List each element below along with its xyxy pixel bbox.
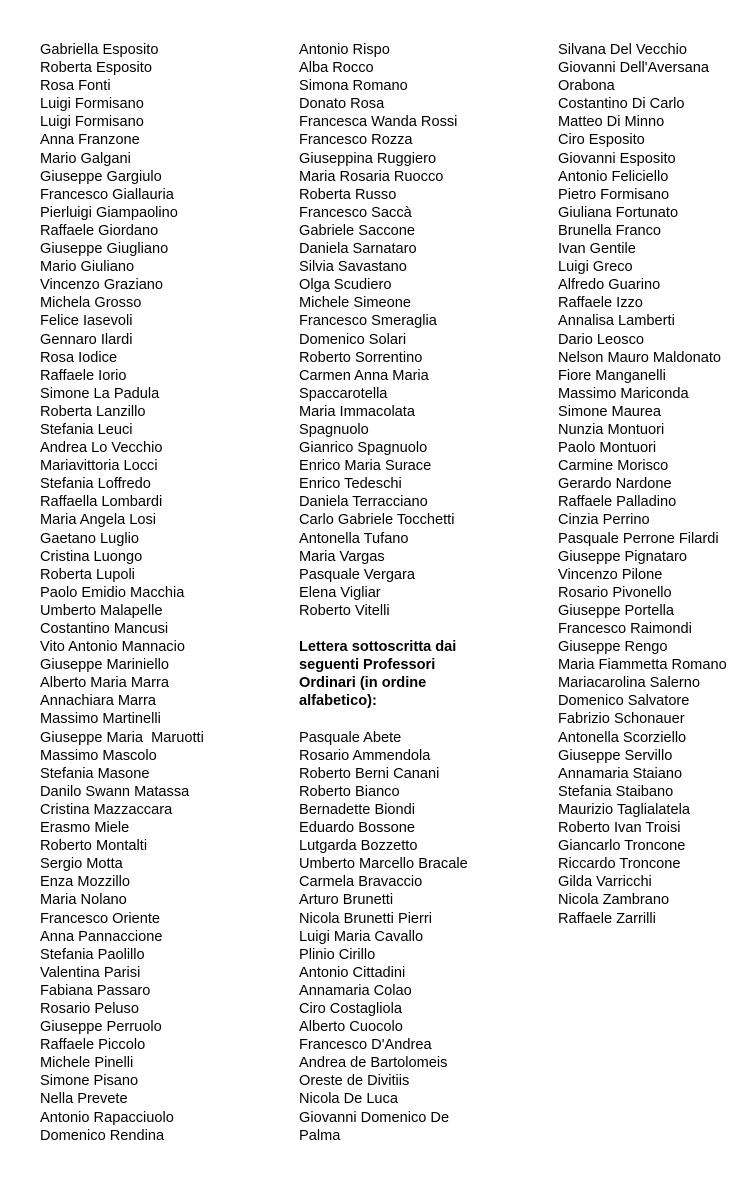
- signatory-name: Antonio Rapacciuolo: [40, 1109, 174, 1126]
- signatory-name: Fabiana Passaro: [40, 982, 151, 999]
- signatory-name: Bernadette Biondi: [299, 801, 416, 818]
- signatory-name: Nelson Mauro Maldonato: [558, 349, 722, 366]
- signatory-name: Antonella Tufano: [299, 530, 409, 547]
- signatory-name: Roberto Ivan Troisi: [558, 820, 681, 837]
- signatory-name: Mariavittoria Locci: [40, 458, 158, 475]
- signatory-name: Silvana Del Vecchio: [558, 42, 687, 58]
- signatory-name: Matteo Di Minno: [558, 114, 665, 131]
- signatory-name: Roberto Sorrentino: [299, 349, 423, 366]
- signatory-name: Carmen Anna Maria: [299, 367, 429, 384]
- signatory-name: Simone La Padula: [40, 385, 160, 402]
- signatory-name: Alba Rocco: [299, 60, 374, 77]
- signatory-name: Stefania Staibano: [558, 783, 674, 800]
- signatory-name: Raffaele Zarrilli: [558, 910, 656, 927]
- signatory-name: Giuseppe Rengo: [558, 639, 668, 656]
- signatory-name: Raffaele Piccolo: [40, 1037, 146, 1054]
- signatory-name: Riccardo Troncone: [558, 856, 681, 873]
- signatory-name: Annachiara Marra: [40, 693, 156, 710]
- full-professors-heading: [299, 638, 549, 710]
- signatory-name: Roberta Lupoli: [40, 566, 135, 583]
- signatory-name: Massimo Mascolo: [40, 747, 157, 764]
- signatory-name: Domenico Salvatore: [558, 693, 690, 710]
- signatory-name: Daniela Terracciano: [299, 494, 428, 511]
- signatory-name: Francesco Saccà: [299, 204, 412, 221]
- signatory-name: Simone Pisano: [40, 1073, 139, 1090]
- signatory-name: Costantino Di Carlo: [558, 96, 685, 113]
- signatory-name: Cinzia Perrino: [558, 512, 650, 529]
- signatory-name: Cristina Mazzaccara: [40, 801, 173, 818]
- signatory-name: Mario Galgani: [40, 150, 131, 167]
- signatory-name: Michela Grosso: [40, 295, 142, 312]
- signatory-name: Giuseppe Maria Maruotti: [40, 729, 204, 746]
- signatory-name: Nicola Brunetti Pierri: [299, 910, 433, 927]
- signatory-name: Enrico Tedeschi: [299, 476, 402, 493]
- signatory-name: Brunella Franco: [558, 222, 662, 239]
- signatory-name: Gerardo Nardone: [558, 476, 672, 493]
- signatory-name: Roberta Lanzillo: [40, 403, 146, 420]
- signatory-name: Maria Immacolata: [299, 403, 415, 420]
- signatory-name: Raffaele Palladino: [558, 494, 677, 511]
- signatory-name: Raffaele Izzo: [558, 295, 643, 312]
- signatories-column-1: [40, 41, 290, 1145]
- signatory-name: Roberto Vitelli: [299, 602, 390, 619]
- associate-professors-list-continued: [299, 41, 549, 620]
- signatory-name: Roberto Bianco: [299, 783, 400, 800]
- signatory-name: Pietro Formisano: [558, 186, 670, 203]
- signatory-name: Ciro Costagliola: [299, 1000, 403, 1017]
- signatory-name: Umberto Marcello Bracale: [299, 856, 468, 873]
- signatory-name: Cristina Luongo: [40, 548, 143, 565]
- heading-line: Lettera sottoscritta dai: [299, 639, 457, 656]
- signatory-name: Rosa Iodice: [40, 349, 118, 366]
- signatory-name: Paolo Emidio Macchia: [40, 584, 185, 601]
- signatory-name: Ciro Esposito: [558, 132, 645, 149]
- heading-line: Ordinari (in ordine: [299, 675, 427, 692]
- signatory-name: Orabona: [558, 78, 615, 95]
- signatory-name: Rosario Peluso: [40, 1000, 139, 1017]
- signatory-name: Stefania Paolillo: [40, 946, 145, 963]
- signatory-name: Enrico Maria Surace: [299, 458, 432, 475]
- signatory-name: Maria Fiammetta Romano: [558, 657, 727, 674]
- signatory-name: Nicola De Luca: [299, 1091, 398, 1108]
- signatory-name: Ivan Gentile: [558, 241, 636, 258]
- signatory-name: Raffaele Giordano: [40, 222, 159, 239]
- signatory-name: Giancarlo Troncone: [558, 838, 686, 855]
- signatory-name: Giuseppe Mariniello: [40, 657, 169, 674]
- signatory-name: Oreste de Divitiis: [299, 1073, 410, 1090]
- signatory-name: Alfredo Guarino: [558, 277, 661, 294]
- signatory-name: Giuseppe Portella: [558, 602, 675, 619]
- signatory-name: Luigi Formisano: [40, 114, 144, 131]
- signatory-name: Olga Scudiero: [299, 277, 392, 294]
- signatory-name: Gennaro Ilardi: [40, 331, 133, 348]
- signatory-name: Raffaella Lombardi: [40, 494, 163, 511]
- signatory-name: Michele Simeone: [299, 295, 411, 312]
- signatory-name: Francesco Rozza: [299, 132, 413, 149]
- signatory-name: Maria Angela Losi: [40, 512, 157, 529]
- signatory-name: Donato Rosa: [299, 96, 385, 113]
- full-professors-list: [299, 729, 549, 1145]
- signatory-name: Francesca Wanda Rossi: [299, 114, 458, 131]
- signatory-name: Giovanni Esposito: [558, 150, 676, 167]
- signatory-name: Simone Maurea: [558, 403, 662, 420]
- signatory-name: Pasquale Perrone Filardi: [558, 530, 719, 547]
- signatory-name: Annalisa Lamberti: [558, 313, 675, 330]
- signatory-name: Carmela Bravaccio: [299, 874, 423, 891]
- signatory-name: Gaetano Luglio: [40, 530, 139, 547]
- signatory-name: Maria Nolano: [40, 892, 127, 909]
- heading-line: seguenti Professori: [299, 657, 436, 674]
- signatory-name: Stefania Leuci: [40, 421, 133, 438]
- signatory-name: Valentina Parisi: [40, 964, 141, 981]
- signatory-name: Giuseppe Servillo: [558, 747, 673, 764]
- signatory-name: Andrea Lo Vecchio: [40, 440, 163, 457]
- signatory-name: Silvia Savastano: [299, 259, 407, 276]
- signatory-name: Carmine Morisco: [558, 458, 669, 475]
- signatory-name: Giuseppe Gargiulo: [40, 168, 162, 185]
- signatory-name: Antonella Scorziello: [558, 729, 687, 746]
- signatory-name: Pasquale Abete: [299, 729, 402, 746]
- signatory-name: Spagnuolo: [299, 421, 369, 438]
- signatory-name: Francesco Smeraglia: [299, 313, 437, 330]
- signatory-name: Massimo Mariconda: [558, 385, 689, 402]
- signatory-name: Nicola Zambrano: [558, 892, 670, 909]
- signatory-name: Giuseppe Pignataro: [558, 548, 687, 565]
- signatory-name: Rosario Pivonello: [558, 584, 672, 601]
- signatory-name: Vincenzo Graziano: [40, 277, 164, 294]
- signatory-name: Eduardo Bossone: [299, 820, 416, 837]
- signatory-name: Gabriella Esposito: [40, 42, 159, 58]
- signatory-name: Fiore Manganelli: [558, 367, 666, 384]
- signatory-name: Roberto Berni Canani: [299, 765, 440, 782]
- signatory-name: Gilda Varricchi: [558, 874, 652, 891]
- signatory-name: Raffaele Iorio: [40, 367, 127, 384]
- signatory-name: Antonio Feliciello: [558, 168, 669, 185]
- signatory-name: Danilo Swann Matassa: [40, 783, 190, 800]
- signatory-name: Luigi Maria Cavallo: [299, 928, 424, 945]
- signatory-name: Antonio Rispo: [299, 42, 390, 58]
- signatory-name: Gabriele Saccone: [299, 222, 416, 239]
- signatory-name: Maria Vargas: [299, 548, 385, 565]
- signatory-name: Erasmo Miele: [40, 820, 130, 837]
- signatory-name: Felice Iasevoli: [40, 313, 133, 330]
- signatory-name: Nunzia Montuori: [558, 421, 665, 438]
- signatory-name: Roberta Russo: [299, 186, 397, 203]
- signatory-name: Maurizio Taglialatela: [558, 801, 690, 818]
- signatory-name: Luigi Greco: [558, 259, 633, 276]
- signatory-name: Palma: [299, 1127, 341, 1144]
- signatory-name: Carlo Gabriele Tocchetti: [299, 512, 455, 529]
- signatory-name: Alberto Cuocolo: [299, 1019, 403, 1036]
- signatory-name: Fabrizio Schonauer: [558, 711, 685, 728]
- signatory-name: Andrea de Bartolomeis: [299, 1055, 448, 1072]
- signatory-name: Daniela Sarnataro: [299, 241, 417, 258]
- signatory-name: Simona Romano: [299, 78, 408, 95]
- signatory-name: Enza Mozzillo: [40, 874, 131, 891]
- signatory-name: Vito Antonio Mannacio: [40, 639, 185, 656]
- spacer: [299, 710, 549, 728]
- signatory-name: Costantino Mancusi: [40, 621, 169, 637]
- signatory-name: Stefania Masone: [40, 765, 150, 782]
- signatory-name: Rosa Fonti: [40, 78, 111, 95]
- signatory-name: Annamaria Staiano: [558, 765, 683, 782]
- signatory-name: Massimo Martinelli: [40, 711, 161, 728]
- signatory-name: Gianrico Spagnuolo: [299, 440, 428, 457]
- signatory-name: Giovanni Dell'Aversana: [558, 60, 709, 77]
- signatory-name: Giuseppina Ruggiero: [299, 150, 437, 167]
- signatory-name: Francesco Raimondi: [558, 621, 692, 637]
- signatory-name: Stefania Loffredo: [40, 476, 151, 493]
- signatory-name: Rosario Ammendola: [299, 747, 431, 764]
- signatory-name: Arturo Brunetti: [299, 892, 394, 909]
- signatory-name: Vincenzo Pilone: [558, 566, 663, 583]
- signatory-name: Luigi Formisano: [40, 96, 144, 113]
- signatory-name: Nella Prevete: [40, 1091, 128, 1108]
- signatory-name: Giuseppe Giugliano: [40, 241, 169, 258]
- signatory-name: Elena Vigliar: [299, 584, 381, 601]
- signatory-name: Francesco Giallauria: [40, 186, 174, 203]
- signatory-name: Francesco D'Andrea: [299, 1037, 432, 1054]
- signatory-name: Anna Franzone: [40, 132, 140, 149]
- signatory-name: Giuseppe Perruolo: [40, 1019, 162, 1036]
- signatory-name: Annamaria Colao: [299, 982, 412, 999]
- signatory-name: Pierluigi Giampaolino: [40, 204, 178, 221]
- signatory-name: Giuliana Fortunato: [558, 204, 679, 221]
- signatory-name: Maria Rosaria Ruocco: [299, 168, 444, 185]
- signatory-name: Anna Pannaccione: [40, 928, 163, 945]
- signatory-name: Domenico Rendina: [40, 1127, 165, 1144]
- heading-line: alfabetico):: [299, 693, 377, 710]
- signatories-column-3: [558, 41, 754, 928]
- spacer: [299, 620, 549, 638]
- signatory-name: Pasquale Vergara: [299, 566, 416, 583]
- signatory-name: Francesco Oriente: [40, 910, 161, 927]
- signatory-name: Antonio Cittadini: [299, 964, 406, 981]
- signatory-name: Roberta Esposito: [40, 60, 152, 77]
- signatory-name: Roberto Montalti: [40, 838, 148, 855]
- signatory-name: Giovanni Domenico De: [299, 1109, 450, 1126]
- signatories-column-2: [299, 41, 549, 1145]
- signatory-name: Mario Giuliano: [40, 259, 135, 276]
- signatory-name: Michele Pinelli: [40, 1055, 134, 1072]
- signatory-name: Dario Leosco: [558, 331, 644, 348]
- signatory-name: Plinio Cirillo: [299, 946, 376, 963]
- signatory-name: Umberto Malapelle: [40, 602, 163, 619]
- signatory-name: Mariacarolina Salerno: [558, 675, 700, 692]
- signatory-name: Spaccarotella: [299, 385, 388, 402]
- signatory-name: Sergio Motta: [40, 856, 123, 873]
- signatory-name: Domenico Solari: [299, 331, 407, 348]
- signatory-name: Lutgarda Bozzetto: [299, 838, 418, 855]
- signatory-name: Alberto Maria Marra: [40, 675, 169, 692]
- signatory-name: Paolo Montuori: [558, 440, 657, 457]
